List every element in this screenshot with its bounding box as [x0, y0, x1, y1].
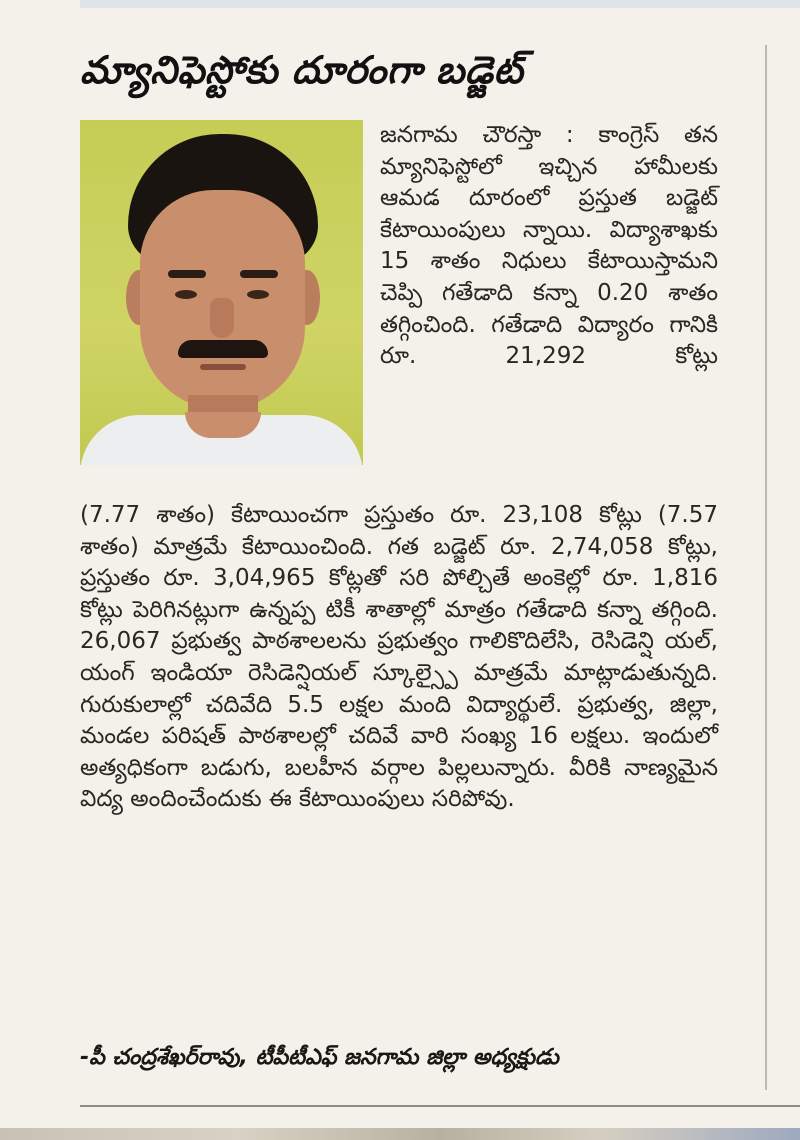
next-article-strip: [0, 1128, 800, 1140]
column-divider: [765, 45, 767, 1090]
article-headline: మ్యానిఫెస్టోకు దూరంగా బడ్జెట్: [80, 48, 524, 92]
article-body-full-width: (7.77 శాతం) కేటాయించగా ప్రస్తుతం రూ. 23,108 కోట్లు (7.57 శాతం) మాత్రమే కేటాయించింది. గత బడ్జెట్ రూ. 2,74,058 కోట్లు, ప్రస్తుతం రూ. 3,04,965 కోట్లతో సరి పోల్చితే అంకెల్లో రూ. 1,816 కోట్లు పెరిగినట్లుగా ఉన్నప్ప టికీ శాతాల్లో మాత్రం గతేడాది కన్నా తగ్గింది. 26,067 ప్రభుత్వ పాఠశాలలను ప్రభుత్వం గాలికొదిలేసి, రెసిడెన్షి యల్, యంగ్ ఇండియా రెసిడెన్షియల్ స్కూల్స్పై మాత్రమే మాట్లాడుతున్నది. గురుకులాల్లో చదివేది 5.5 లక్షల మంది విద్యార్థులే. ప్రభుత్వ, జిల్లా, మండల పరిషత్ పాఠశాలల్లో చదివే వారి సంఖ్య 16 లక్షలు. ఇందులో అత్యధికంగా బడుగు, బలహీన వర్గాల పిల్లలున్నారు. వీరికి నాణ్యమైన విద్య అందించేందుకు ఈ కేటాయింపులు సరిపోవు.: [80, 502, 718, 813]
article-byline: -పీ చంద్రశేఖర్‌రావు, టీపీటీఎఫ్ జనగామ జిల్లా అధ్యక్షుడు: [80, 1045, 559, 1070]
previous-article-strip: [80, 0, 800, 8]
article-body-beside-photo: జనగామ చౌరస్తా : కాంగ్రెస్ తన మ్యానిఫెస్టోలో ఇచ్చిన హామీలకు ఆమడ దూరంలో ప్రస్తుత బడ్జెట్ కేటాయింపులు న్నాయి. విద్యాశాఖకు 15 శాతం నిధులు కేటాయిస్తామని చెప్పి గతేడాది కన్నా 0.20 శాతం తగ్గించింది. గతేడాది విద్యారం గానికి రూ. 21,292 కోట్లు: [380, 122, 718, 370]
article-bottom-rule: [80, 1105, 800, 1107]
author-photo: [80, 120, 363, 465]
